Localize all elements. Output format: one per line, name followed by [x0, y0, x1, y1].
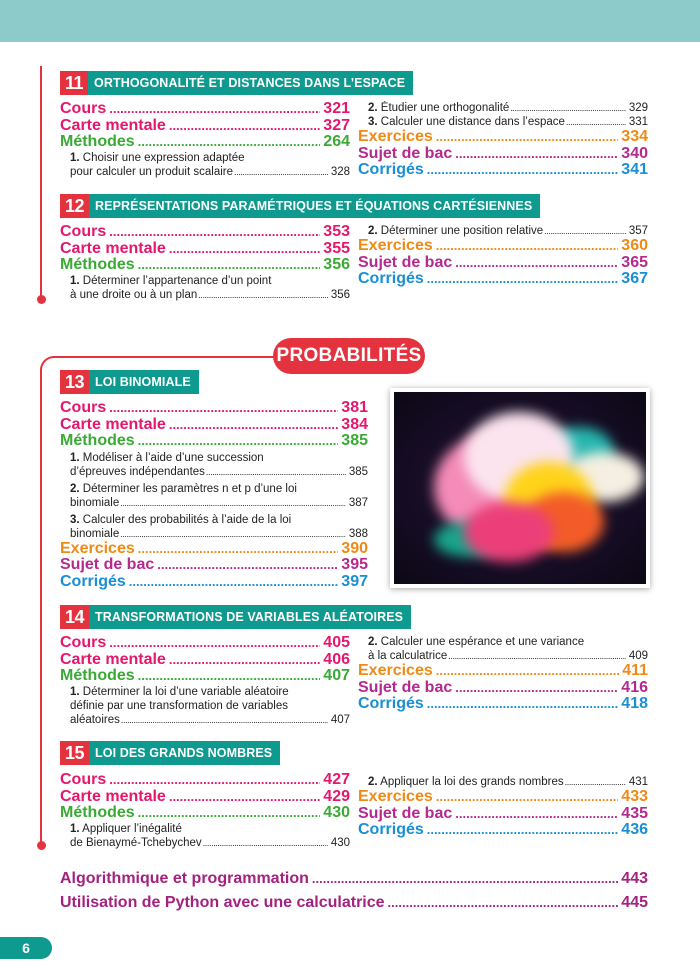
chapter-11-right-column — [358, 101, 648, 179]
toc-entry-cours[interactable]: Cours ..... 321 — [60, 101, 350, 118]
chapter-title: REPRÉSENTATIONS PARAMÉTRIQUES ET ÉQUATIONS CARTÉSIENNES — [89, 194, 540, 218]
chapter-13-header[interactable] — [60, 370, 199, 394]
toc-entry-methodes[interactable]: Méthodes ..... 356 — [60, 257, 350, 274]
method-entry[interactable]: 2. Étudier une orthogonalité ..... 329 — [358, 101, 648, 115]
chapter-title: ORTHOGONALITÉ ET DISTANCES DANS L’ESPACE — [88, 71, 413, 95]
method-entry[interactable]: 3. Calculer des probabilités à l’aide de la loi binomiale ..... 388 — [60, 513, 368, 541]
chapter-11-header[interactable] — [60, 71, 413, 95]
chapter-15-header[interactable] — [60, 741, 280, 765]
toc-entry-cours[interactable]: Cours ..... 381 — [60, 400, 368, 417]
section-line-probabilites-vertical — [40, 390, 42, 845]
chapter-number: 13 — [60, 370, 89, 394]
toc-entry-carte-mentale[interactable]: Carte mentale ..... 384 — [60, 417, 368, 434]
section-line-end-dot — [37, 841, 46, 850]
toc-entry-corriges[interactable]: Corrigés ..... 367 — [358, 271, 648, 288]
chapter-15-right-column — [358, 775, 648, 839]
method-entry[interactable]: 1. Modéliser à l’aide d’une succession d’épreuves indépendantes ..... 385 — [60, 451, 368, 479]
chapter-13-column — [60, 400, 368, 590]
toc-entry-sujet-de-bac[interactable]: Sujet de bac ..... 340 — [358, 146, 648, 163]
toc-entry-exercices[interactable]: Exercices ..... 433 — [358, 789, 648, 806]
method-entry[interactable]: 2. Calculer une espérance et une variance à la calculatrice ..... 409 — [358, 635, 648, 663]
method-entry[interactable]: 2. Déterminer une position relative ..... 357 — [358, 224, 648, 238]
chapter-15-left-column — [60, 772, 350, 850]
toc-entry-exercices[interactable]: Exercices ..... 360 — [358, 238, 648, 255]
toc-entry-methodes[interactable]: Méthodes ..... 264 — [60, 134, 350, 151]
chapter-12-right-column — [358, 224, 648, 288]
toc-entry-algorithmique[interactable]: Algorithmique et programmation ..... 443 — [60, 870, 648, 888]
chapter-14-header[interactable] — [60, 605, 411, 629]
toc-entry-carte-mentale[interactable]: Carte mentale ..... 355 — [60, 241, 350, 258]
toc-entry-python-calculatrice[interactable]: Utilisation de Python avec une calculatrice ..... 445 — [60, 894, 648, 912]
toc-entry-exercices[interactable]: Exercices ..... 334 — [358, 129, 648, 146]
toc-entry-sujet-de-bac[interactable]: Sujet de bac ..... 395 — [60, 557, 368, 574]
chapter-11-left-column — [60, 101, 350, 179]
chapter-14-right-column — [358, 635, 648, 713]
method-entry[interactable]: 1. Déterminer l’appartenance d’un point à une droite ou à un plan ..... 356 — [60, 274, 350, 302]
toc-entry-corriges[interactable]: Corrigés ..... 341 — [358, 162, 648, 179]
toc-entry-cours[interactable]: Cours ..... 405 — [60, 635, 350, 652]
chapter-number: 15 — [60, 741, 89, 765]
toc-entry-methodes[interactable]: Méthodes ..... 385 — [60, 433, 368, 450]
toc-entry-corriges[interactable]: Corrigés ..... 436 — [358, 822, 648, 839]
chapter-number: 11 — [60, 71, 88, 95]
method-entry[interactable]: 2. Appliquer la loi des grands nombres ..... 431 — [358, 775, 648, 789]
toc-entry-corriges[interactable]: Corrigés ..... 418 — [358, 696, 648, 713]
section-line-end-dot — [37, 295, 46, 304]
toc-entry-carte-mentale[interactable]: Carte mentale ..... 327 — [60, 118, 350, 135]
page-number-tab: 6 — [0, 937, 52, 959]
method-entry[interactable]: 2. Déterminer les paramètres n et p d’une loi binomiale ..... 387 — [60, 482, 368, 510]
top-color-band — [0, 0, 700, 42]
chapter-number: 14 — [60, 605, 89, 629]
method-entry[interactable]: 1. Appliquer l’inégalité de Bienaymé-Tchebychev ..... 430 — [60, 822, 350, 850]
toc-entry-exercices[interactable]: Exercices ..... 411 — [358, 663, 648, 680]
part-title-probabilites: PROBABILITÉS — [273, 338, 425, 374]
chapter-title: LOI BINOMIALE — [89, 370, 199, 394]
toc-entry-sujet-de-bac[interactable]: Sujet de bac ..... 435 — [358, 806, 648, 823]
toc-entry-carte-mentale[interactable]: Carte mentale ..... 406 — [60, 652, 350, 669]
chapter-12-left-column — [60, 224, 350, 302]
chapter-title: TRANSFORMATIONS DE VARIABLES ALÉATOIRES — [89, 605, 411, 629]
toc-entry-carte-mentale[interactable]: Carte mentale ..... 429 — [60, 789, 350, 806]
chapter-14-left-column — [60, 635, 350, 727]
chapter-number: 12 — [60, 194, 89, 218]
color-explosion-photo — [390, 388, 650, 588]
toc-entry-sujet-de-bac[interactable]: Sujet de bac ..... 416 — [358, 680, 648, 697]
method-entry[interactable]: 3. Calculer une distance dans l’espace ..... 331 — [358, 115, 648, 129]
toc-entry-methodes[interactable]: Méthodes ..... 430 — [60, 805, 350, 822]
toc-entry-exercices[interactable]: Exercices ..... 390 — [60, 541, 368, 558]
toc-entry-corriges[interactable]: Corrigés ..... 397 — [60, 574, 368, 591]
toc-entry-methodes[interactable]: Méthodes ..... 407 — [60, 668, 350, 685]
toc-entry-cours[interactable]: Cours ..... 427 — [60, 772, 350, 789]
method-entry[interactable]: 1. Choisir une expression adaptée pour calculer un produit scalaire ..... 328 — [60, 151, 350, 179]
method-entry[interactable]: 1. Déterminer la loi d’une variable aléatoire définie par une transformation de variables aléatoires ..... 407 — [60, 685, 350, 727]
toc-entry-sujet-de-bac[interactable]: Sujet de bac ..... 365 — [358, 255, 648, 272]
chapter-12-header[interactable] — [60, 194, 540, 218]
chapter-title: LOI DES GRANDS NOMBRES — [89, 741, 280, 765]
section-line-geometry — [40, 66, 42, 299]
toc-entry-cours[interactable]: Cours ..... 353 — [60, 224, 350, 241]
